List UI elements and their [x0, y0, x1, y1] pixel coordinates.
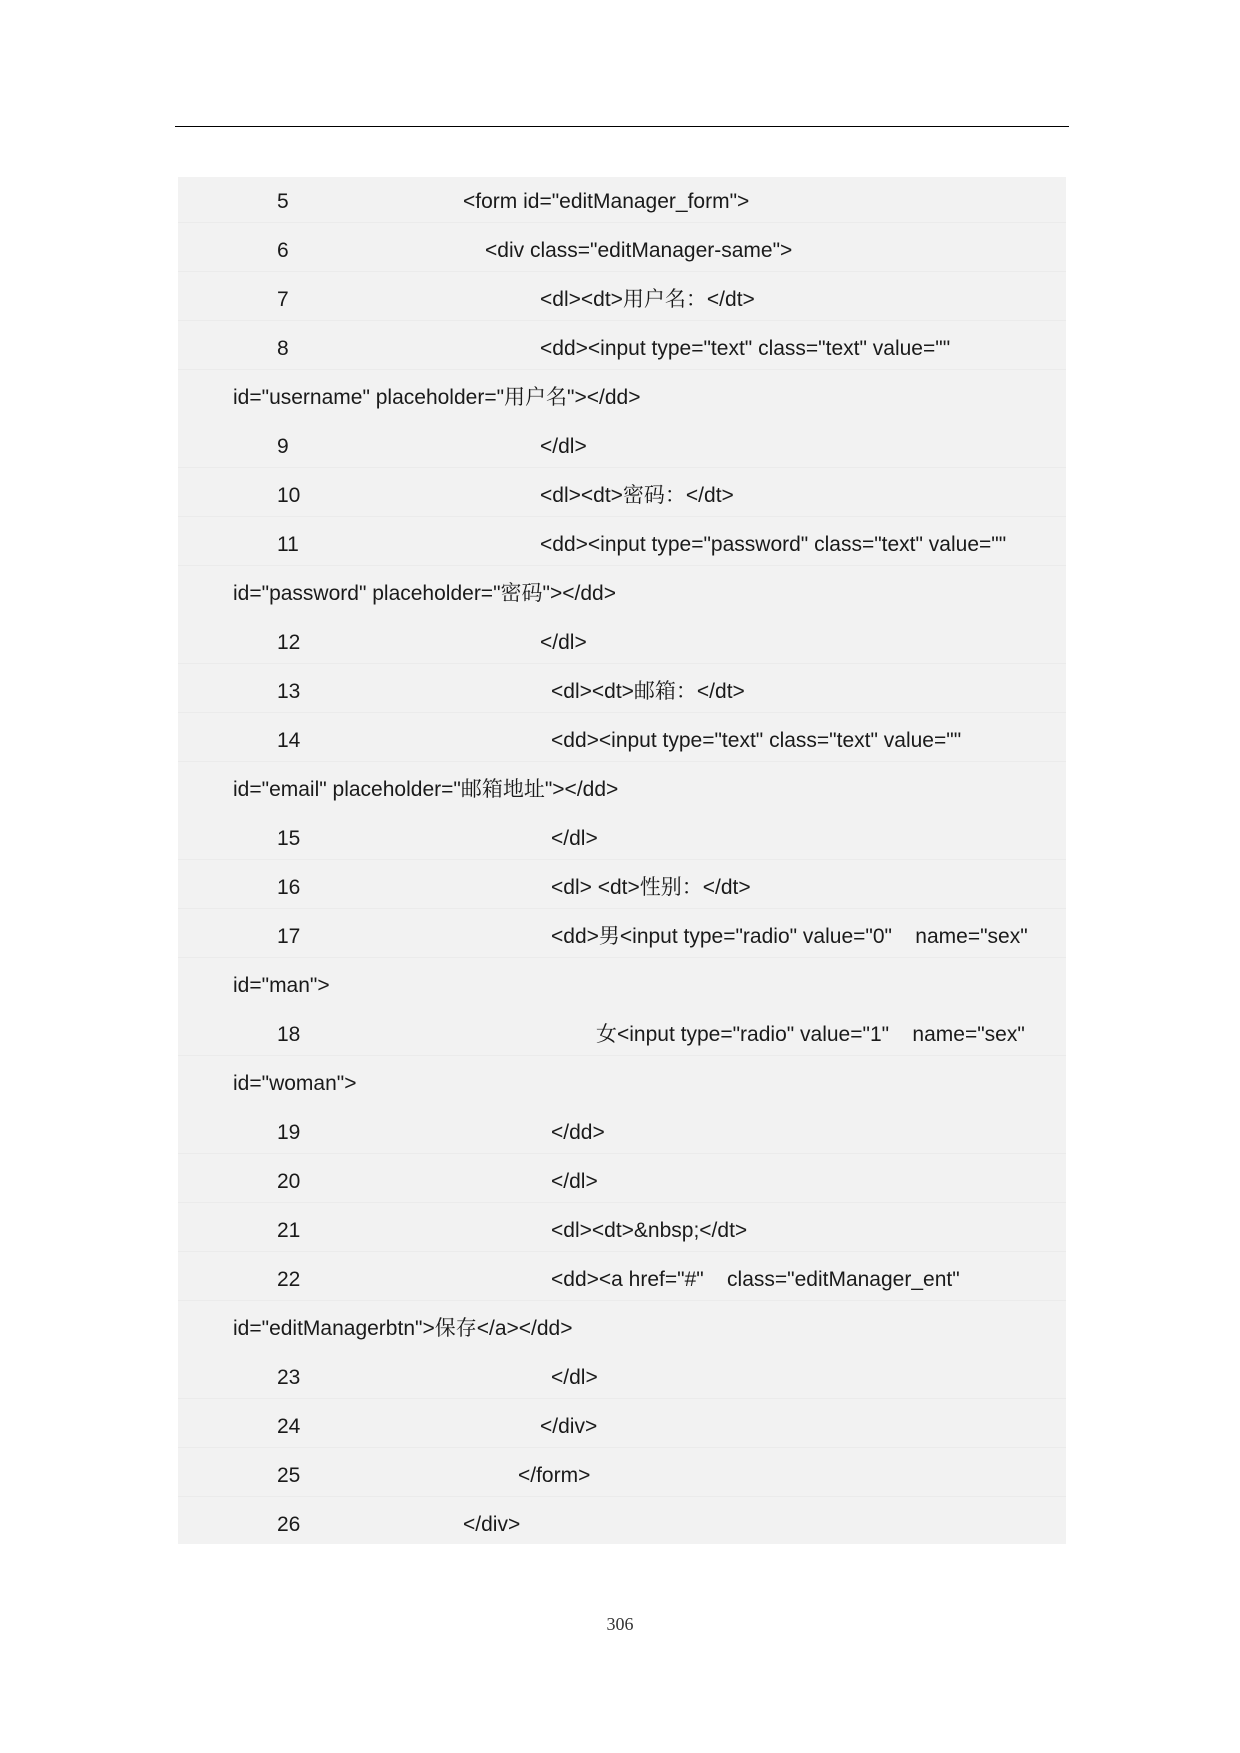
code-block: [178, 177, 1066, 1544]
code-text: <dd><a href="#" class="editManager_ent": [551, 1268, 960, 1291]
code-line-continuation: [178, 574, 1066, 614]
line-number: 26: [277, 1513, 301, 1536]
code-line: [178, 1162, 1066, 1203]
code-line: [178, 721, 1066, 762]
line-number: 22: [277, 1268, 301, 1291]
line-number: 20: [277, 1170, 301, 1193]
code-line: [178, 1358, 1066, 1399]
code-text: </div>: [463, 1513, 521, 1536]
code-line: [178, 1407, 1066, 1448]
code-text: </dl>: [540, 631, 587, 654]
code-line: [178, 1015, 1066, 1056]
code-text: id="password" placeholder="密码"></dd>: [233, 582, 616, 605]
code-text: <dl><dt>用户名：</dt>: [540, 288, 755, 311]
code-line: [178, 1211, 1066, 1252]
line-number: 12: [277, 631, 301, 654]
code-text: </dd>: [551, 1121, 605, 1144]
code-line: [178, 1113, 1066, 1154]
code-line: [178, 917, 1066, 958]
code-text: </dl>: [551, 827, 598, 850]
code-line: [178, 231, 1066, 272]
code-line: [178, 182, 1066, 223]
code-line: [178, 672, 1066, 713]
line-number: 8: [277, 337, 289, 360]
code-line-continuation: [178, 966, 1066, 1006]
code-text: <form id="editManager_form">: [463, 190, 750, 213]
code-text: <dd><input type="text" class="text" value="": [551, 729, 962, 752]
line-number: 19: [277, 1121, 301, 1144]
line-number: 21: [277, 1219, 301, 1242]
line-number: 11: [277, 533, 299, 556]
code-line-continuation: [178, 770, 1066, 810]
code-line: [178, 525, 1066, 566]
line-number: 7: [277, 288, 289, 311]
code-line: [178, 476, 1066, 517]
code-line: [178, 427, 1066, 468]
line-number: 16: [277, 876, 301, 899]
code-text: <dd><input type="text" class="text" value="": [540, 337, 951, 360]
code-line: [178, 280, 1066, 321]
line-number: 25: [277, 1464, 301, 1487]
line-number: 6: [277, 239, 289, 262]
code-text: <dd><input type="password" class="text" value="": [540, 533, 1007, 556]
line-number: 17: [277, 925, 301, 948]
line-number: 23: [277, 1366, 301, 1389]
page-number: 306: [606, 1614, 634, 1634]
code-text: <dd>男<input type="radio" value="0" name="sex": [551, 925, 1028, 948]
code-text: <dl><dt>&nbsp;</dt>: [551, 1219, 748, 1242]
line-number: 18: [277, 1023, 301, 1046]
code-text: id="woman">: [233, 1072, 357, 1095]
line-number: 9: [277, 435, 289, 458]
line-number: 24: [277, 1415, 301, 1438]
code-line-continuation: [178, 1309, 1066, 1349]
line-number: 13: [277, 680, 301, 703]
code-text: id="editManagerbtn">保存</a></dd>: [233, 1317, 573, 1340]
code-text: id="man">: [233, 974, 330, 997]
code-line-continuation: [178, 1064, 1066, 1104]
code-text: </dl>: [540, 435, 587, 458]
code-line: [178, 1456, 1066, 1497]
line-number: 14: [277, 729, 301, 752]
code-line: [178, 819, 1066, 860]
code-text: <div class="editManager-same">: [485, 239, 793, 262]
code-line: [178, 1260, 1066, 1301]
header-rule: [175, 126, 1069, 127]
code-text: </div>: [540, 1415, 598, 1438]
line-number: 15: [277, 827, 301, 850]
code-line-continuation: [178, 378, 1066, 418]
code-text: id="email" placeholder="邮箱地址"></dd>: [233, 778, 619, 801]
code-line: [178, 623, 1066, 664]
code-text: <dl><dt>邮箱：</dt>: [551, 680, 745, 703]
code-text: id="username" placeholder="用户名"></dd>: [233, 386, 641, 409]
code-text: </form>: [518, 1464, 591, 1487]
code-line: [178, 868, 1066, 909]
code-text: <dl><dt>密码：</dt>: [540, 484, 734, 507]
code-text: <dl> <dt>性别：</dt>: [551, 876, 751, 899]
code-line: [178, 329, 1066, 370]
line-number: 5: [277, 190, 289, 213]
code-line: [178, 1505, 1066, 1545]
code-text: </dl>: [551, 1366, 598, 1389]
line-number: 10: [277, 484, 301, 507]
code-text: </dl>: [551, 1170, 598, 1193]
code-text: 女<input type="radio" value="1" name="sex": [596, 1023, 1025, 1046]
